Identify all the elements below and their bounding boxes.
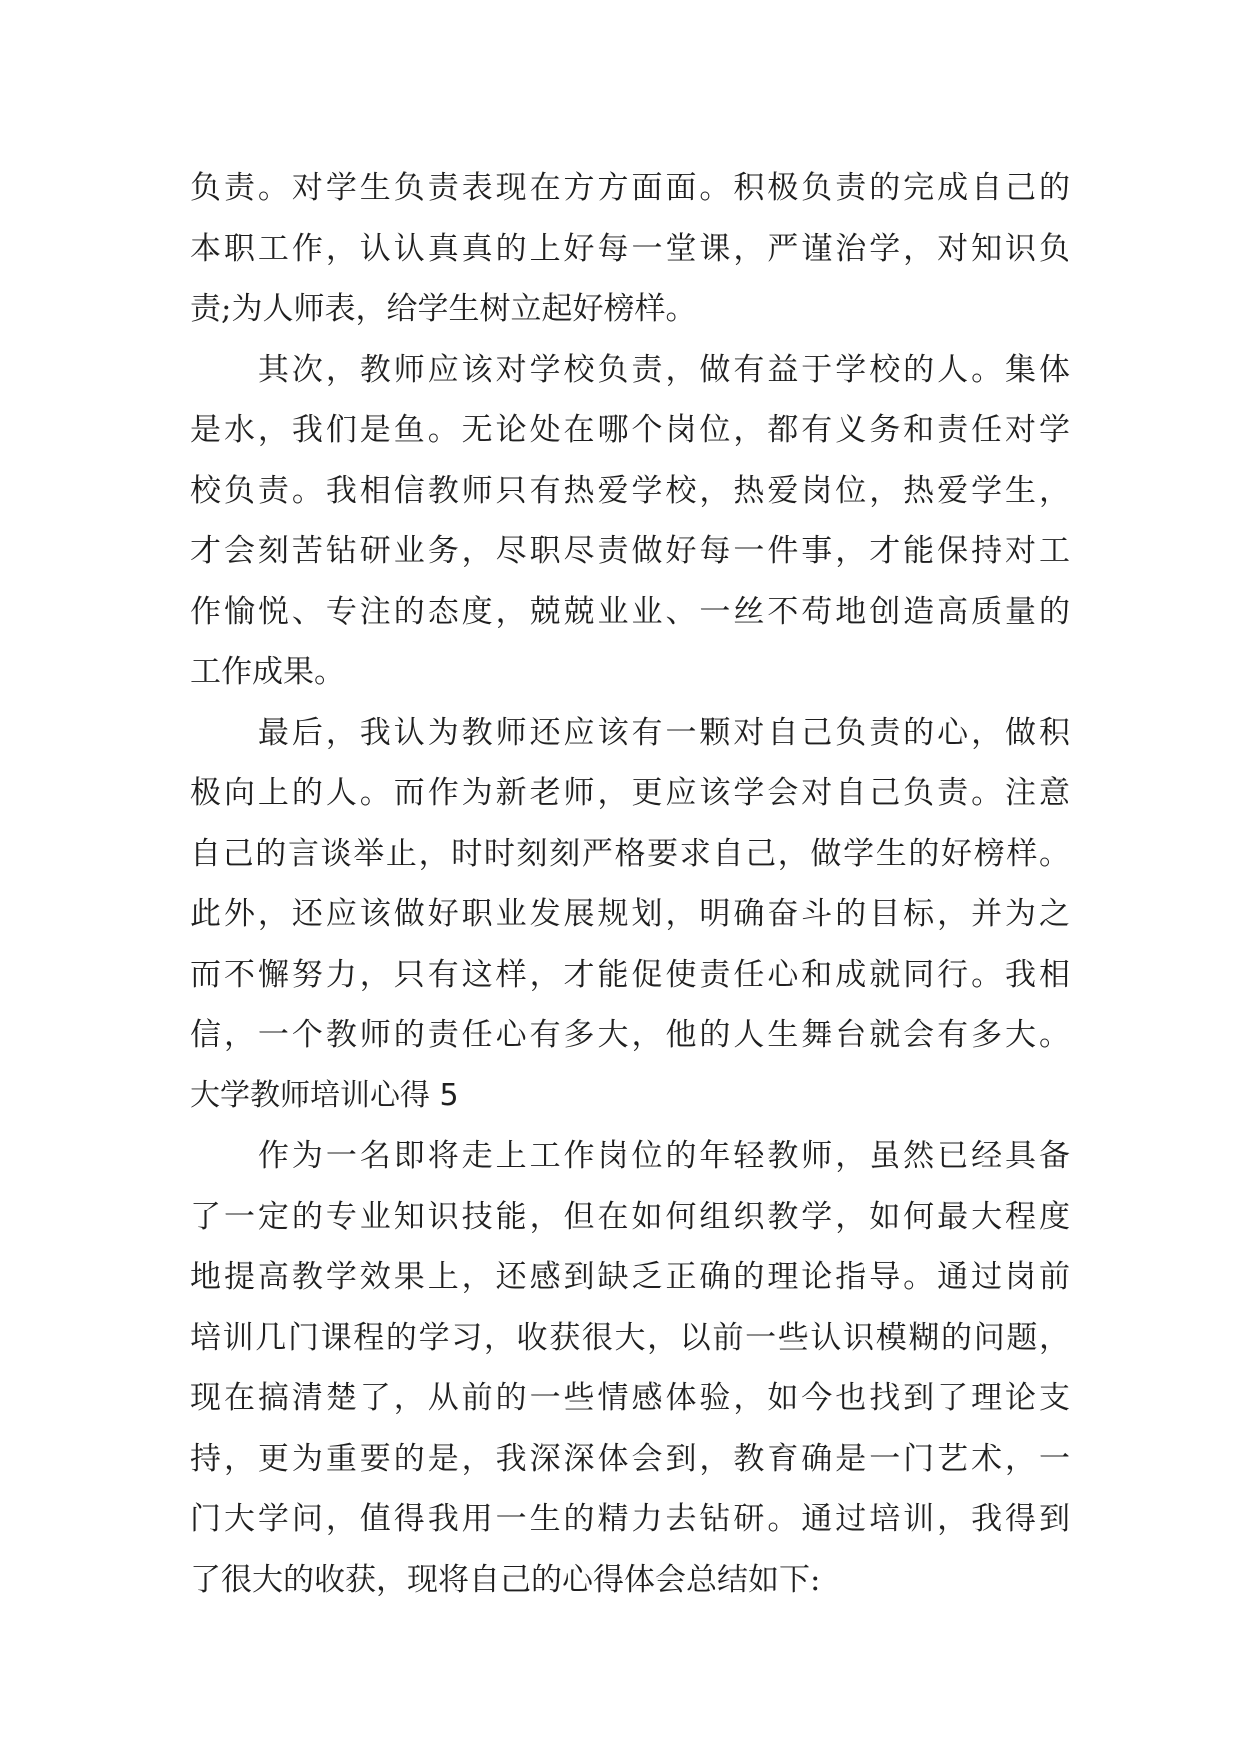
paragraph-responsibility-school: [190, 340, 1070, 703]
text-line: 信，一个教师的责任心有多大，他的人生舞台就会有多大。: [190, 1017, 1070, 1053]
text-line: 培训几门课程的学习，收获很大，以前一些认识模糊的问题，: [190, 1319, 1070, 1356]
section-title: 大学教师培训心得 5: [190, 1077, 459, 1113]
text-line: 本职工作，认认真真的上好每一堂课，严谨治学，对知识负: [190, 230, 1070, 267]
text-line: 其次，教师应该对学校负责，做有益于学校的人。集体: [190, 351, 1070, 388]
text-line: 作为一名即将走上工作岗位的年轻教师，虽然已经具备: [190, 1138, 1070, 1174]
text-line: 校负责。我相信教师只有热爱学校，热爱岗位，热爱学生，: [190, 472, 1070, 509]
text-line: 自己的言谈举止，时时刻刻严格要求自己，做学生的好榜样。: [190, 835, 1070, 872]
section-heading: [190, 1066, 1070, 1127]
text-line: 负责。对学生负责表现在方方面面。积极负责的完成自己的: [190, 170, 1070, 206]
text-line: 极向上的人。而作为新老师，更应该学会对自己负责。注意: [190, 775, 1070, 811]
text-line: 了很大的收获，现将自己的心得体会总结如下:: [190, 1561, 821, 1598]
text-line: 地提高教学效果上，还感到缺乏正确的理论指导。通过岗前: [190, 1259, 1070, 1295]
text-line: 是水，我们是鱼。无论处在哪个岗位，都有义务和责任对学: [190, 412, 1070, 448]
document-body: [190, 158, 1070, 1610]
text-line: 作愉悦、专注的态度，兢兢业业、一丝不苟地创造高质量的: [190, 593, 1070, 630]
text-line: 责;为人师表，给学生树立起好榜样。: [190, 291, 697, 327]
text-line: 而不懈努力，只有这样，才能促使责任心和成就同行。我相: [190, 956, 1070, 993]
text-line: 工作成果。: [190, 654, 345, 690]
paragraph-responsibility-students: [190, 158, 1070, 340]
text-line: 了一定的专业知识技能，但在如何组织教学，如何最大程度: [190, 1198, 1070, 1235]
text-line: 门大学问，值得我用一生的精力去钻研。通过培训，我得到: [190, 1501, 1070, 1537]
text-line: 才会刻苦钻研业务，尽职尽责做好每一件事，才能保持对工: [190, 533, 1070, 569]
paragraph-training-intro: [190, 1126, 1070, 1610]
paragraph-responsibility-self: [190, 703, 1070, 1066]
text-line: 现在搞清楚了，从前的一些情感体验，如今也找到了理论支: [190, 1380, 1070, 1416]
text-line: 此外，还应该做好职业发展规划，明确奋斗的目标，并为之: [190, 896, 1070, 932]
text-line: 持，更为重要的是，我深深体会到，教育确是一门艺术，一: [190, 1440, 1070, 1477]
text-line: 最后，我认为教师还应该有一颗对自己负责的心，做积: [190, 714, 1070, 751]
